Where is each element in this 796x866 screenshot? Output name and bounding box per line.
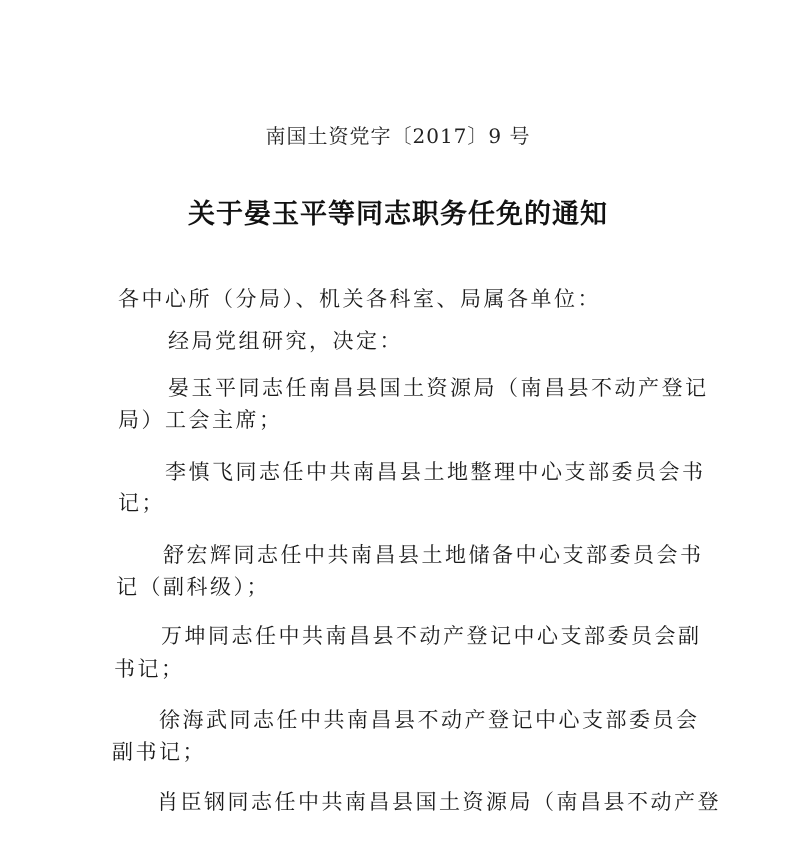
document-title: 关于晏玉平等同志职务任免的通知 xyxy=(188,199,608,230)
item-4-line-1: 万坤同志任中共南昌县不动产登记中心支部委员会副 xyxy=(161,624,702,648)
item-6-line-1: 肖臣钢同志任中共南昌县国土资源局（南昌县不动产登 xyxy=(157,790,721,814)
item-3-line-2: 记（副科级）； xyxy=(116,575,270,599)
item-1-line-1: 晏玉平同志任南昌县国土资源局（南昌县不动产登记 xyxy=(168,376,709,400)
item-2-line-1: 李慎飞同志任中共南昌县土地整理中心支部委员会书 xyxy=(165,460,706,484)
salutation: 各中心所（分局）、机关各科室、局属各单位： xyxy=(118,287,601,311)
document-number: 南国土资党字〔2017〕9 号 xyxy=(265,124,531,148)
item-4-line-2: 书记； xyxy=(114,657,185,681)
item-2-line-2: 记； xyxy=(118,491,165,515)
item-1-line-2: 局）工会主席； xyxy=(118,408,283,432)
item-5-line-1: 徐海武同志任中共南昌县不动产登记中心支部委员会 xyxy=(159,708,700,732)
intro-paragraph: 经局党组研究，决定： xyxy=(168,329,403,353)
item-3-line-1: 舒宏辉同志任中共南昌县土地储备中心支部委员会书 xyxy=(163,543,704,567)
item-5-line-2: 副书记； xyxy=(112,740,206,764)
